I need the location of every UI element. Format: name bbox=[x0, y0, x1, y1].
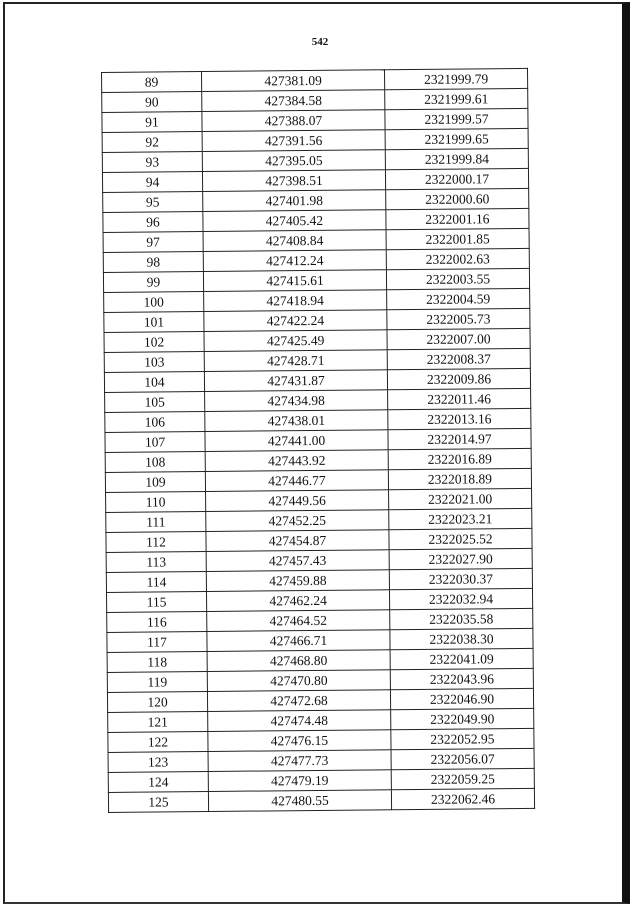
point-id-cell: 125 bbox=[108, 792, 208, 813]
y-coordinate-cell: 2322003.55 bbox=[386, 268, 529, 289]
x-coordinate-cell: 427443.92 bbox=[205, 450, 388, 472]
point-id-cell: 109 bbox=[105, 472, 205, 493]
x-coordinate-cell: 427462.24 bbox=[206, 590, 389, 612]
y-coordinate-cell: 2322030.37 bbox=[389, 568, 532, 589]
y-coordinate-cell: 2322041.09 bbox=[390, 648, 533, 669]
y-coordinate-cell: 2322011.46 bbox=[388, 388, 531, 409]
x-coordinate-cell: 427472.68 bbox=[207, 690, 390, 712]
point-id-cell: 90 bbox=[102, 92, 202, 113]
x-coordinate-cell: 427476.15 bbox=[208, 730, 391, 752]
x-coordinate-cell: 427480.55 bbox=[208, 790, 391, 812]
point-id-cell: 89 bbox=[102, 72, 202, 93]
y-coordinate-cell: 2322001.85 bbox=[386, 228, 529, 249]
x-coordinate-cell: 427405.42 bbox=[203, 210, 386, 232]
point-id-cell: 106 bbox=[105, 412, 205, 433]
point-id-cell: 122 bbox=[108, 732, 208, 753]
y-coordinate-cell: 2322000.17 bbox=[385, 168, 528, 189]
point-id-cell: 92 bbox=[102, 132, 202, 153]
y-coordinate-cell: 2322018.89 bbox=[388, 468, 531, 489]
point-id-cell: 119 bbox=[107, 672, 207, 693]
y-coordinate-cell: 2322009.86 bbox=[387, 368, 530, 389]
point-id-cell: 123 bbox=[108, 752, 208, 773]
y-coordinate-cell: 2322008.37 bbox=[387, 348, 530, 369]
y-coordinate-cell: 2322016.89 bbox=[388, 448, 531, 469]
point-id-cell: 116 bbox=[107, 612, 207, 633]
x-coordinate-cell: 427438.01 bbox=[205, 410, 388, 432]
x-coordinate-cell: 427425.49 bbox=[204, 330, 387, 352]
point-id-cell: 103 bbox=[104, 352, 204, 373]
y-coordinate-cell: 2321999.79 bbox=[384, 68, 527, 89]
y-coordinate-cell: 2322062.46 bbox=[391, 788, 534, 809]
coordinates-table-body bbox=[102, 68, 535, 812]
x-coordinate-cell: 427431.87 bbox=[204, 370, 387, 392]
y-coordinate-cell: 2322032.94 bbox=[389, 588, 532, 609]
y-coordinate-cell: 2321999.57 bbox=[385, 108, 528, 129]
point-id-cell: 124 bbox=[108, 772, 208, 793]
y-coordinate-cell: 2322038.30 bbox=[390, 628, 533, 649]
y-coordinate-cell: 2321999.61 bbox=[385, 88, 528, 109]
x-coordinate-cell: 427384.58 bbox=[202, 90, 385, 112]
point-id-cell: 91 bbox=[102, 112, 202, 133]
y-coordinate-cell: 2322059.25 bbox=[391, 768, 534, 789]
point-id-cell: 99 bbox=[103, 272, 203, 293]
x-coordinate-cell: 427454.87 bbox=[206, 530, 389, 552]
y-coordinate-cell: 2322043.96 bbox=[390, 668, 533, 689]
point-id-cell: 121 bbox=[108, 712, 208, 733]
x-coordinate-cell: 427470.80 bbox=[207, 670, 390, 692]
point-id-cell: 112 bbox=[106, 532, 206, 553]
point-id-cell: 120 bbox=[107, 692, 207, 713]
x-coordinate-cell: 427434.98 bbox=[205, 390, 388, 412]
point-id-cell: 108 bbox=[105, 452, 205, 473]
point-id-cell: 107 bbox=[105, 432, 205, 453]
x-coordinate-cell: 427388.07 bbox=[202, 110, 385, 132]
x-coordinate-cell: 427468.80 bbox=[207, 650, 390, 672]
point-id-cell: 114 bbox=[106, 572, 206, 593]
point-id-cell: 102 bbox=[104, 332, 204, 353]
x-coordinate-cell: 427449.56 bbox=[206, 490, 389, 512]
point-id-cell: 115 bbox=[106, 592, 206, 613]
x-coordinate-cell: 427452.25 bbox=[206, 510, 389, 532]
y-coordinate-cell: 2322049.90 bbox=[391, 708, 534, 729]
y-coordinate-cell: 2322004.59 bbox=[387, 288, 530, 309]
x-coordinate-cell: 427477.73 bbox=[208, 750, 391, 772]
x-coordinate-cell: 427474.48 bbox=[208, 710, 391, 732]
y-coordinate-cell: 2322014.97 bbox=[388, 428, 531, 449]
x-coordinate-cell: 427428.71 bbox=[204, 350, 387, 372]
y-coordinate-cell: 2322013.16 bbox=[388, 408, 531, 429]
x-coordinate-cell: 427391.56 bbox=[202, 130, 385, 152]
point-id-cell: 93 bbox=[102, 152, 202, 173]
point-id-cell: 110 bbox=[106, 492, 206, 513]
x-coordinate-cell: 427395.05 bbox=[202, 150, 385, 172]
x-coordinate-cell: 427381.09 bbox=[202, 70, 385, 92]
y-coordinate-cell: 2322002.63 bbox=[386, 248, 529, 269]
coordinates-table-container bbox=[101, 68, 534, 813]
x-coordinate-cell: 427441.00 bbox=[205, 430, 388, 452]
point-id-cell: 111 bbox=[106, 512, 206, 533]
x-coordinate-cell: 427479.19 bbox=[208, 770, 391, 792]
point-id-cell: 94 bbox=[102, 172, 202, 193]
x-coordinate-cell: 427401.98 bbox=[203, 190, 386, 212]
point-id-cell: 100 bbox=[104, 292, 204, 313]
x-coordinate-cell: 427398.51 bbox=[202, 170, 385, 192]
x-coordinate-cell: 427408.84 bbox=[203, 230, 386, 252]
y-coordinate-cell: 2322007.00 bbox=[387, 328, 530, 349]
page-number: 542 bbox=[311, 36, 329, 48]
x-coordinate-cell: 427415.61 bbox=[203, 270, 386, 292]
point-id-cell: 98 bbox=[103, 252, 203, 273]
y-coordinate-cell: 2322001.16 bbox=[386, 208, 529, 229]
y-coordinate-cell: 2322025.52 bbox=[389, 528, 532, 549]
point-id-cell: 101 bbox=[104, 312, 204, 333]
y-coordinate-cell: 2322021.00 bbox=[389, 488, 532, 509]
y-coordinate-cell: 2322005.73 bbox=[387, 308, 530, 329]
y-coordinate-cell: 2322046.90 bbox=[390, 688, 533, 709]
y-coordinate-cell: 2322035.58 bbox=[390, 608, 533, 629]
table-row bbox=[108, 788, 534, 812]
coordinates-table bbox=[101, 68, 535, 813]
point-id-cell: 97 bbox=[103, 232, 203, 253]
x-coordinate-cell: 427466.71 bbox=[207, 630, 390, 652]
x-coordinate-cell: 427422.24 bbox=[204, 310, 387, 332]
point-id-cell: 95 bbox=[103, 192, 203, 213]
x-coordinate-cell: 427412.24 bbox=[203, 250, 386, 272]
x-coordinate-cell: 427446.77 bbox=[205, 470, 388, 492]
x-coordinate-cell: 427459.88 bbox=[206, 570, 389, 592]
point-id-cell: 96 bbox=[103, 212, 203, 233]
x-coordinate-cell: 427457.43 bbox=[206, 550, 389, 572]
x-coordinate-cell: 427418.94 bbox=[204, 290, 387, 312]
point-id-cell: 118 bbox=[107, 652, 207, 673]
point-id-cell: 113 bbox=[106, 552, 206, 573]
y-coordinate-cell: 2322023.21 bbox=[389, 508, 532, 529]
y-coordinate-cell: 2322056.07 bbox=[391, 748, 534, 769]
y-coordinate-cell: 2322052.95 bbox=[391, 728, 534, 749]
y-coordinate-cell: 2322000.60 bbox=[386, 188, 529, 209]
point-id-cell: 105 bbox=[105, 392, 205, 413]
y-coordinate-cell: 2321999.65 bbox=[385, 128, 528, 149]
point-id-cell: 117 bbox=[107, 632, 207, 653]
x-coordinate-cell: 427464.52 bbox=[207, 610, 390, 632]
point-id-cell: 104 bbox=[104, 372, 204, 393]
y-coordinate-cell: 2321999.84 bbox=[385, 148, 528, 169]
y-coordinate-cell: 2322027.90 bbox=[389, 548, 532, 569]
